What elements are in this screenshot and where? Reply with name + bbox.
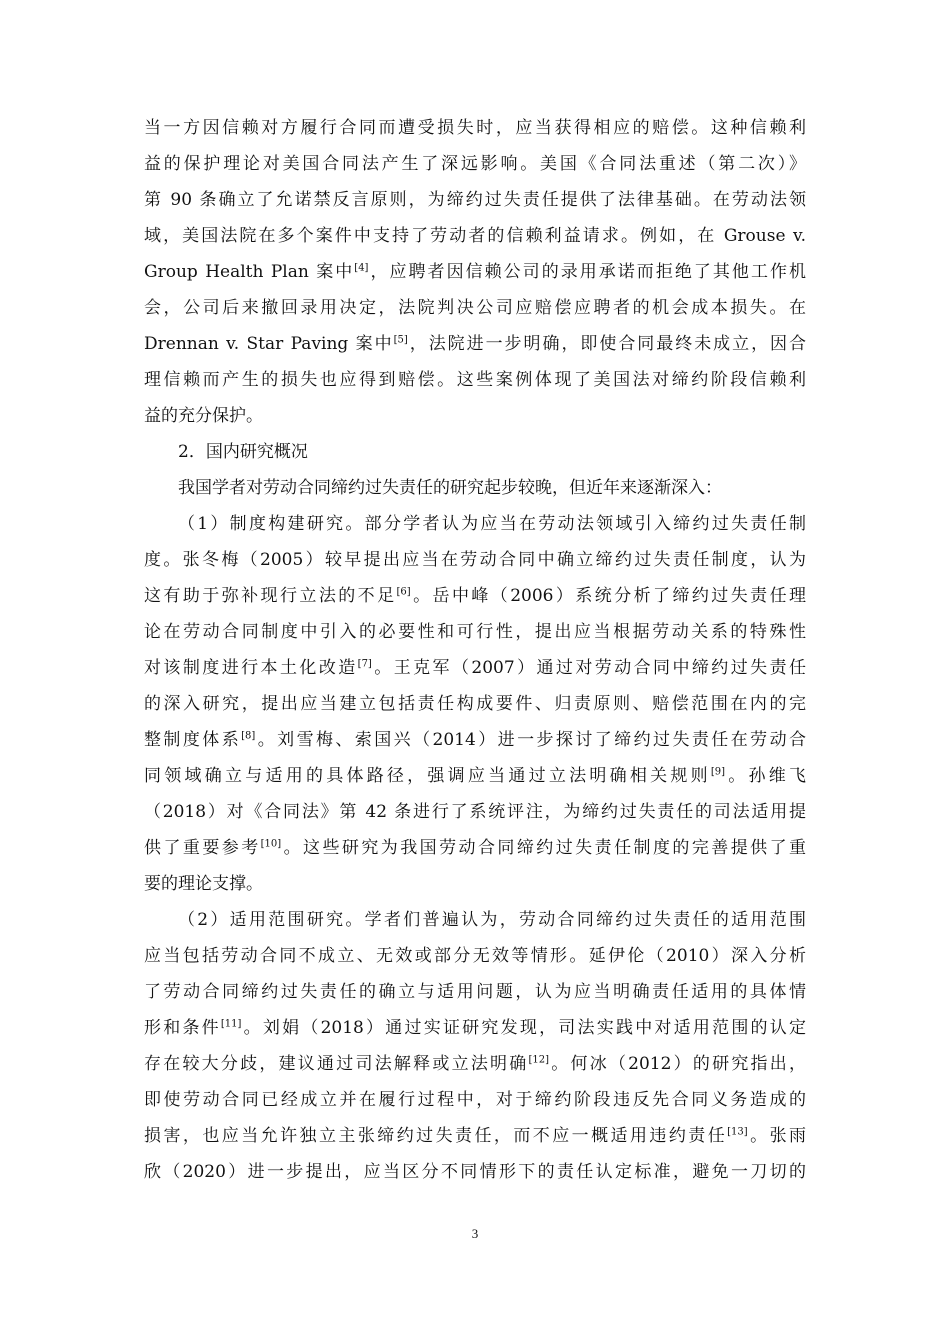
- text-line: 损害，也应当允许独立主张缔约过失责任，而不应一概适用违约责任[13]。张雨: [144, 1126, 807, 1146]
- text-line: 对该制度进行本土化改造[7]。王克军（2007）通过对劳动合同中缔约过失责任: [144, 658, 807, 678]
- text-line: 会，公司后来撤回录用决定，法院判决公司应赔偿应聘者的机会成本损失。在: [144, 298, 806, 318]
- text-line: 理信赖而产生的损失也应得到赔偿。这些案例体现了美国法对缔约阶段信赖利: [144, 370, 806, 390]
- citation-ref: [9]: [710, 766, 726, 778]
- citation-ref: [6]: [396, 586, 411, 598]
- text-line: 同领域确立与适用的具体路径，强调应当通过立法明确相关规则[9]。孙维飞: [144, 766, 807, 786]
- text-line: 要的理论支撑。: [144, 874, 263, 894]
- citation-ref: [4]: [354, 262, 369, 274]
- text-line: 存在较大分歧，建议通过司法解释或立法明确[12]。何冰（2012）的研究指出，: [144, 1054, 807, 1074]
- citation-ref: [13]: [727, 1126, 748, 1138]
- citation-ref: [8]: [241, 730, 256, 742]
- text-line: Drennan v. Star Paving 案中[5]，法院进一步明确，即使合同最终未成立，因合: [144, 334, 807, 354]
- text-line: 了劳动合同缔约过失责任的确立与适用问题，认为应当明确责任适用的具体情: [144, 982, 806, 1002]
- text-line: 即使劳动合同已经成立并在履行过程中，对于缔约阶段违反先合同义务造成的: [144, 1090, 806, 1110]
- text-line: 第 90 条确立了允诺禁反言原则，为缔约过失责任提供了法律基础。在劳动法领: [144, 190, 806, 210]
- text-line: 整制度体系[8]。刘雪梅、索国兴（2014）进一步探讨了缔约过失责任在劳动合: [144, 730, 807, 750]
- body-text: [144, 110, 806, 1190]
- text-line: 域，美国法院在多个案件中支持了劳动者的信赖利益请求。例如，在 Grouse v.: [144, 226, 806, 246]
- text-line: 供了重要参考[10]。这些研究为我国劳动合同缔约过失责任制度的完善提供了重: [144, 838, 807, 858]
- citation-ref: [5]: [393, 334, 408, 346]
- citation-ref: [7]: [357, 658, 372, 670]
- citation-ref: [11]: [220, 1018, 242, 1030]
- text-line: 度。张冬梅（2005）较早提出应当在劳动合同中确立缔约过失责任制度，认为: [144, 550, 806, 570]
- text-line: （2018）对《合同法》第 42 条进行了系统评注，为缔约过失责任的司法适用提: [144, 802, 806, 822]
- text-line: 欣（2020）进一步提出，应当区分不同情形下的责任认定标准，避免一刀切的: [144, 1162, 806, 1182]
- text-line: 的深入研究，提出应当建立包括责任构成要件、归责原则、赔偿范围在内的完: [144, 694, 806, 714]
- page-number: 3: [471, 1226, 479, 1241]
- citation-ref: [12]: [528, 1054, 550, 1066]
- text-line: 益的充分保护。: [144, 406, 263, 426]
- text-line: 益的保护理论对美国合同法产生了深远影响。美国《合同法重述（第二次）》: [144, 154, 806, 174]
- text-line: （1）制度构建研究。部分学者认为应当在劳动法领域引入缔约过失责任制: [178, 514, 806, 534]
- text-line: 形和条件[11]。刘娟（2018）通过实证研究发现，司法实践中对适用范围的认定: [144, 1018, 807, 1038]
- text-line: （2）适用范围研究。学者们普遍认为，劳动合同缔约过失责任的适用范围: [178, 910, 806, 930]
- text-line: 我国学者对劳动合同缔约过失责任的研究起步较晚，但近年来逐渐深入：: [178, 478, 722, 498]
- section-heading: 2．国内研究概况: [178, 442, 308, 462]
- text-line: 应当包括劳动合同不成立、无效或部分无效等情形。延伊伦（2010）深入分析: [144, 946, 806, 966]
- text-line: 论在劳动合同制度中引入的必要性和可行性，提出应当根据劳动关系的特殊性: [144, 622, 806, 642]
- citation-ref: [10]: [260, 838, 282, 850]
- text-line: Group Health Plan 案中[4]，应聘者因信赖公司的录用承诺而拒绝了其他工作机: [144, 262, 806, 282]
- text-line: 这有助于弥补现行立法的不足[6]。岳中峰（2006）系统分析了缔约过失责任理: [144, 586, 807, 606]
- text-line: 当一方因信赖对方履行合同而遭受损失时，应当获得相应的赔偿。这种信赖利: [144, 118, 806, 138]
